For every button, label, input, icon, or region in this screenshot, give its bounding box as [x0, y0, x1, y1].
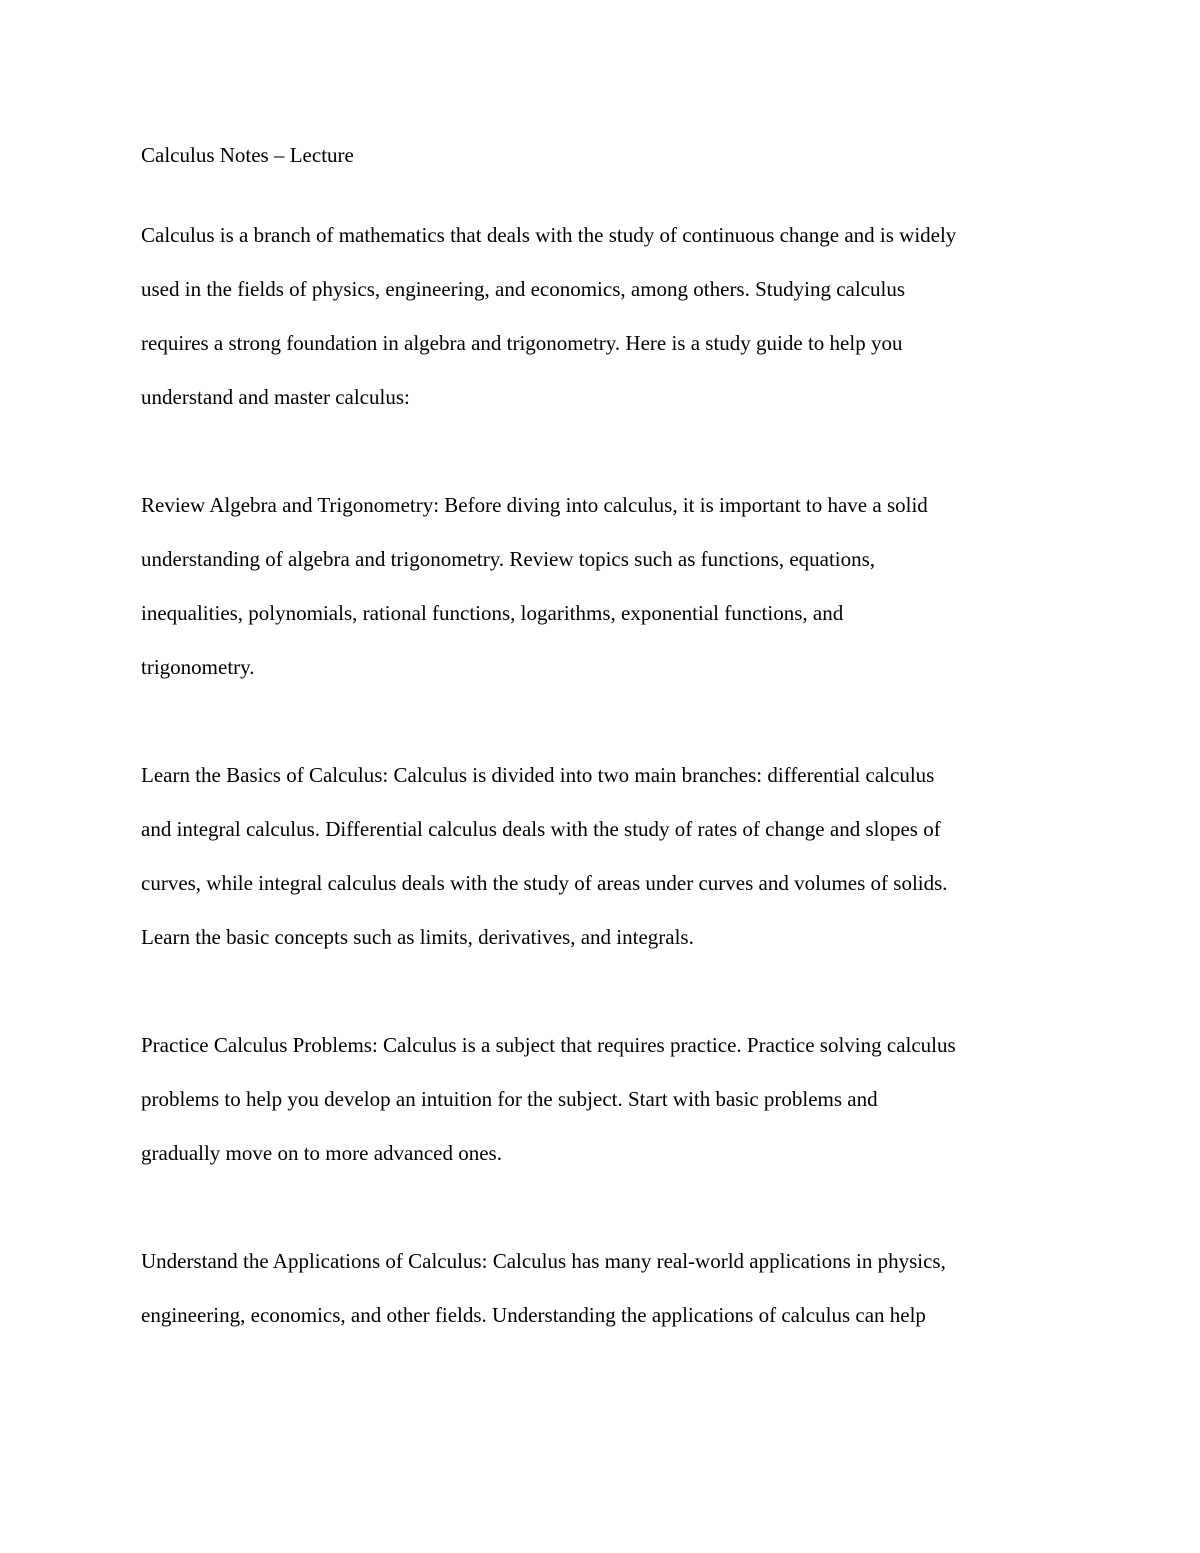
text-line: problems to help you develop an intuition for the subject. Start with basic problems and — [141, 1087, 878, 1111]
text-line: requires a strong foundation in algebra and trigonometry. Here is a study guide to help you — [141, 331, 903, 355]
document-page — [141, 140, 1081, 1342]
text-line: gradually move on to more advanced ones. — [141, 1141, 502, 1165]
text-line: Practice Calculus Problems: Calculus is a subject that requires practice. Practice solving calculus — [141, 1033, 956, 1057]
paragraph-learn-basics — [141, 748, 1081, 964]
text-line: inequalities, polynomials, rational functions, logarithms, exponential functions, and — [141, 601, 844, 625]
text-line: Learn the basic concepts such as limits, derivatives, and integrals. — [141, 925, 694, 949]
text-line: used in the fields of physics, engineering, and economics, among others. Studying calculus — [141, 277, 906, 301]
text-line: Review Algebra and Trigonometry: Before diving into calculus, it is important to have a solid — [141, 493, 928, 517]
text-line: Learn the Basics of Calculus: Calculus is divided into two main branches: differential calculus — [141, 763, 935, 787]
text-line: Calculus is a branch of mathematics that deals with the study of continuous change and is widely — [141, 223, 957, 247]
paragraph-review-algebra — [141, 478, 1081, 694]
paragraph-applications — [141, 1234, 1081, 1342]
text-line: understand and master calculus: — [141, 385, 410, 409]
text-line: engineering, economics, and other fields. Understanding the applications of calculus can help — [141, 1303, 926, 1327]
paragraph-intro — [141, 208, 1081, 424]
text-line: understanding of algebra and trigonometry. Review topics such as functions, equations, — [141, 547, 876, 571]
text-line: curves, while integral calculus deals with the study of areas under curves and volumes of solids. — [141, 871, 948, 895]
text-line: trigonometry. — [141, 655, 255, 679]
paragraph-practice-problems — [141, 1018, 1081, 1180]
document-title: Calculus Notes – Lecture — [141, 143, 354, 167]
text-line: and integral calculus. Differential calculus deals with the study of rates of change and slopes of — [141, 817, 941, 841]
text-line: Understand the Applications of Calculus: Calculus has many real-world applications in physics, — [141, 1249, 946, 1273]
